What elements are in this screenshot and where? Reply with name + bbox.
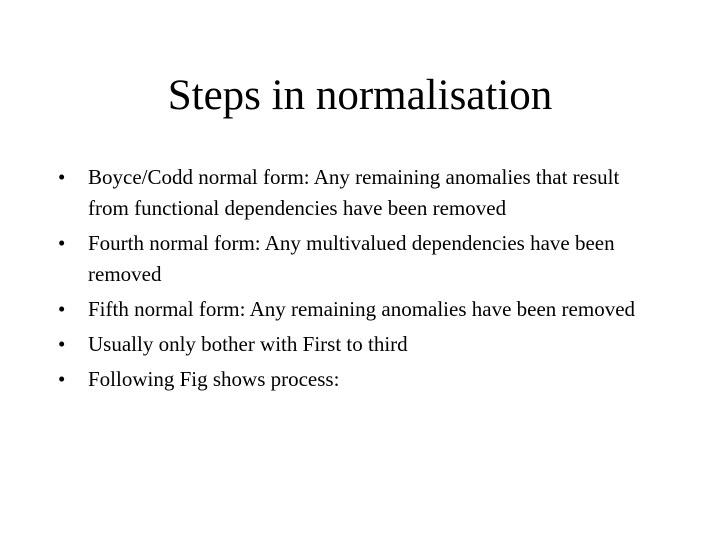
bullet-list [58, 162, 658, 399]
bullet-item [58, 228, 658, 290]
bullet-text: Fifth normal form: Any remaining anomalies have been removed [88, 297, 636, 321]
bullet-text: Boyce/Codd normal form: Any remaining anomalies that result from functional dependencies have been removed [88, 165, 620, 220]
bullet-item [58, 162, 658, 224]
bullet-item [58, 329, 658, 360]
bullet-marker: • [58, 332, 66, 356]
bullet-marker: • [58, 231, 66, 255]
bullet-marker: • [58, 297, 66, 321]
bullet-marker: • [58, 367, 66, 391]
bullet-text: Following Fig shows process: [88, 367, 340, 391]
slide-title: Steps in normalisation [167, 72, 553, 119]
bullet-item [58, 364, 658, 395]
bullet-item [58, 294, 658, 325]
bullet-text: Fourth normal form: Any multivalued dependencies have been removed [88, 231, 615, 286]
bullet-marker: • [58, 165, 66, 189]
bullet-text: Usually only bother with First to third [88, 332, 408, 356]
